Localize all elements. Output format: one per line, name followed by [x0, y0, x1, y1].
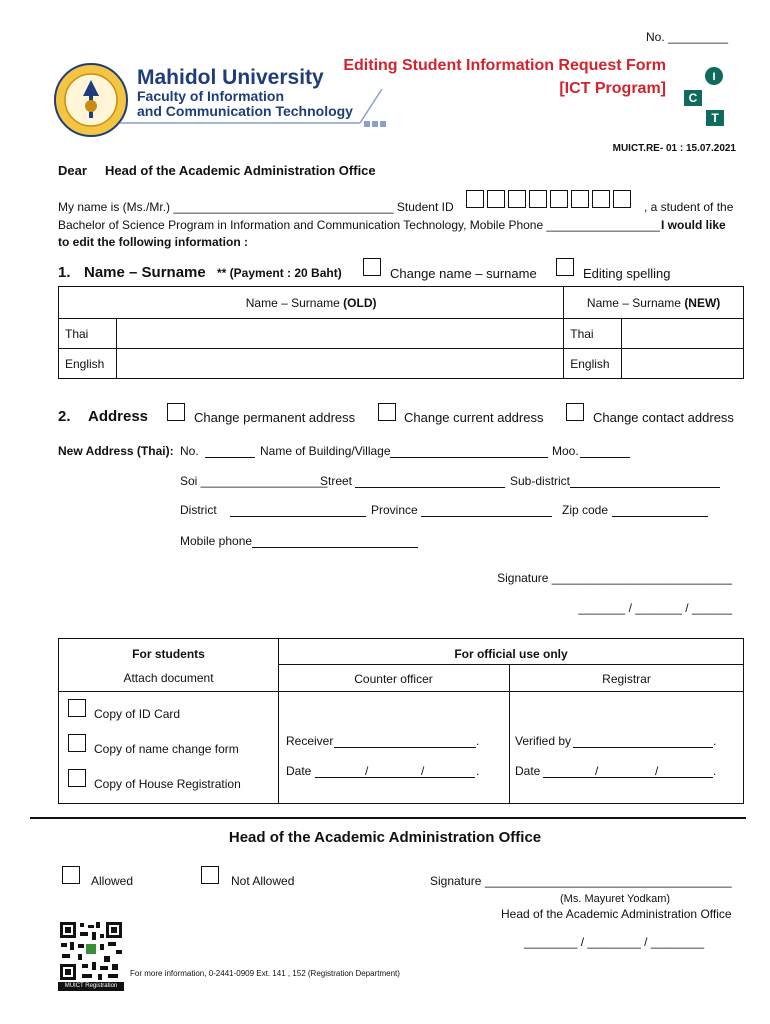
building-field[interactable] [390, 457, 548, 458]
new-english-label: English [564, 349, 622, 379]
student-id-digit-box[interactable] [508, 190, 526, 208]
moo-label: Moo. [552, 444, 579, 458]
building-label: Name of Building/Village [260, 444, 391, 458]
current-address-label: Change current address [404, 410, 544, 425]
student-id-digit-box[interactable] [487, 190, 505, 208]
ict-logo-t: T [711, 111, 719, 125]
registrar-date-dot: . [713, 764, 717, 778]
intro-line1-b: , a student of the [644, 200, 734, 214]
province-field[interactable] [421, 516, 552, 517]
section2-number: 2. [58, 408, 71, 425]
student-id-digit-box[interactable] [613, 190, 631, 208]
faculty-line2: and Communication Technology [137, 103, 353, 119]
intro-line3: to edit the following information : [58, 235, 248, 249]
student-id-digit-box[interactable] [529, 190, 547, 208]
dear-label: Dear [58, 163, 87, 178]
counter-date-label: Date [286, 764, 312, 778]
old-english-field[interactable] [117, 349, 564, 379]
contact-address-label: Change contact address [593, 410, 734, 425]
permanent-address-label: Change permanent address [194, 410, 356, 425]
section1-title: Name – Surname [84, 264, 206, 281]
not-allowed-label: Not Allowed [231, 874, 295, 888]
intro-line2-b: I would like [661, 218, 726, 232]
current-address-checkbox[interactable] [378, 403, 396, 421]
name-change-form-checkbox[interactable] [68, 734, 86, 752]
counter-date-sep2: / [421, 764, 425, 778]
new-address-label: New Address (Thai): [58, 444, 174, 458]
id-card-label: Copy of ID Card [94, 707, 181, 721]
no-label: No. [180, 444, 199, 458]
district-field[interactable] [230, 516, 366, 517]
qr-caption: MUICT Registration [58, 982, 124, 991]
header-decoration [120, 85, 390, 131]
verified-by-field[interactable] [573, 747, 713, 748]
ict-logo-i: I [712, 71, 716, 83]
student-id-digit-box[interactable] [592, 190, 610, 208]
qr-code[interactable] [58, 920, 124, 982]
counter-date-sep1: / [365, 764, 369, 778]
registrar-date-label: Date [515, 764, 541, 778]
student-id-digit-box[interactable] [550, 190, 568, 208]
intro-line2-a: Bachelor of Science Program in Information and Communication Technology, Mobile Phone _________________ [58, 218, 660, 232]
registrar-date-sep1: / [595, 764, 599, 778]
faculty-line1: Faculty of Information [137, 88, 284, 104]
for-official-header: For official use only [454, 647, 568, 661]
editing-spelling-label: Editing spelling [583, 266, 671, 281]
applicant-signature[interactable]: Signature ___________________________ [497, 571, 732, 585]
name-change-form-label: Copy of name change form [94, 742, 239, 756]
section1-number: 1. [58, 264, 71, 281]
soi-label: Soi ___________________ [180, 474, 328, 488]
zip-label: Zip code [562, 503, 609, 517]
applicant-date[interactable]: _______ / _______ / ______ [578, 601, 732, 615]
province-label: Province [371, 503, 418, 517]
new-name-header: Name – Surname (NEW) [564, 287, 744, 319]
new-english-field[interactable] [622, 349, 744, 379]
change-name-checkbox[interactable] [363, 258, 381, 276]
allowed-label: Allowed [91, 874, 134, 888]
registrar-date-sep2: / [655, 764, 659, 778]
ict-logo-c: C [688, 91, 698, 105]
old-name-header: Name – Surname (OLD) [59, 287, 564, 319]
counter-date-field[interactable] [315, 777, 475, 778]
new-thai-label: Thai [564, 319, 622, 349]
approver-name: (Ms. Mayuret Yodkam) [560, 893, 671, 905]
intro-line1-a: My name is (Ms./Mr.) _________________________________ Student ID [58, 200, 454, 214]
change-name-label: Change name – surname [390, 266, 537, 281]
office-table [58, 638, 744, 804]
verified-dot: . [713, 734, 717, 748]
form-number-label: No. _________ [646, 30, 729, 44]
receiver-dot: . [476, 734, 480, 748]
moo-field[interactable] [580, 457, 630, 458]
receiver-field[interactable] [334, 747, 476, 748]
approval-date[interactable]: ________ / ________ / ________ [524, 935, 705, 949]
university-name: Mahidol University [137, 66, 324, 89]
registrar-date-field[interactable] [543, 777, 713, 778]
attach-document-header: Attach document [123, 671, 214, 685]
counter-officer-header: Counter officer [354, 672, 433, 686]
subdistrict-field[interactable] [570, 487, 720, 488]
student-id-boxes[interactable] [466, 190, 634, 208]
not-allowed-checkbox[interactable] [201, 866, 219, 884]
addressee: Head of the Academic Administration Office [105, 163, 376, 178]
approval-signature[interactable]: Signature _____________________________________ [430, 874, 732, 888]
ict-logo [684, 66, 724, 128]
subdistrict-label: Sub-district [510, 474, 571, 488]
university-seal [53, 62, 129, 138]
id-card-checkbox[interactable] [68, 699, 86, 717]
approver-position: Head of the Academic Administration Office [501, 907, 732, 921]
permanent-address-checkbox[interactable] [167, 403, 185, 421]
student-id-digit-box[interactable] [571, 190, 589, 208]
mobile-field[interactable] [252, 547, 418, 548]
counter-date-dot: . [476, 764, 480, 778]
mobile-label: Mobile phone [180, 534, 253, 548]
for-students-header: For students [132, 647, 205, 661]
old-english-label: English [59, 349, 117, 379]
street-field[interactable] [355, 487, 505, 488]
old-thai-field[interactable] [117, 319, 564, 349]
allowed-checkbox[interactable] [62, 866, 80, 884]
editing-spelling-checkbox[interactable] [556, 258, 574, 276]
district-label: District [180, 503, 217, 517]
student-id-digit-box[interactable] [466, 190, 484, 208]
footer-info: For more information, 0-2441-0909 Ext. 141 , 152 (Registration Department) [130, 969, 400, 978]
contact-address-checkbox[interactable] [566, 403, 584, 421]
house-registration-label: Copy of House Registration [94, 777, 241, 791]
no-field[interactable] [205, 457, 255, 458]
verified-by-label: Verified by [515, 734, 572, 748]
section2-title: Address [88, 408, 149, 425]
new-thai-field[interactable] [622, 319, 744, 349]
form-subtitle: [ICT Program] [559, 80, 666, 97]
name-table [58, 286, 744, 379]
section1-payment: ** (Payment : 20 Baht) [217, 266, 342, 280]
approval-title: Head of the Academic Administration Office [228, 829, 542, 846]
old-thai-label: Thai [59, 319, 117, 349]
street-label: Street [320, 474, 353, 488]
section-divider [30, 817, 746, 819]
zip-field[interactable] [612, 516, 708, 517]
registrar-header: Registrar [602, 672, 651, 686]
form-code: MUICT.RE- 01 : 15.07.2021 [612, 143, 736, 154]
form-title: Editing Student Information Request Form [343, 57, 666, 74]
receiver-label: Receiver [286, 734, 334, 748]
house-registration-checkbox[interactable] [68, 769, 86, 787]
